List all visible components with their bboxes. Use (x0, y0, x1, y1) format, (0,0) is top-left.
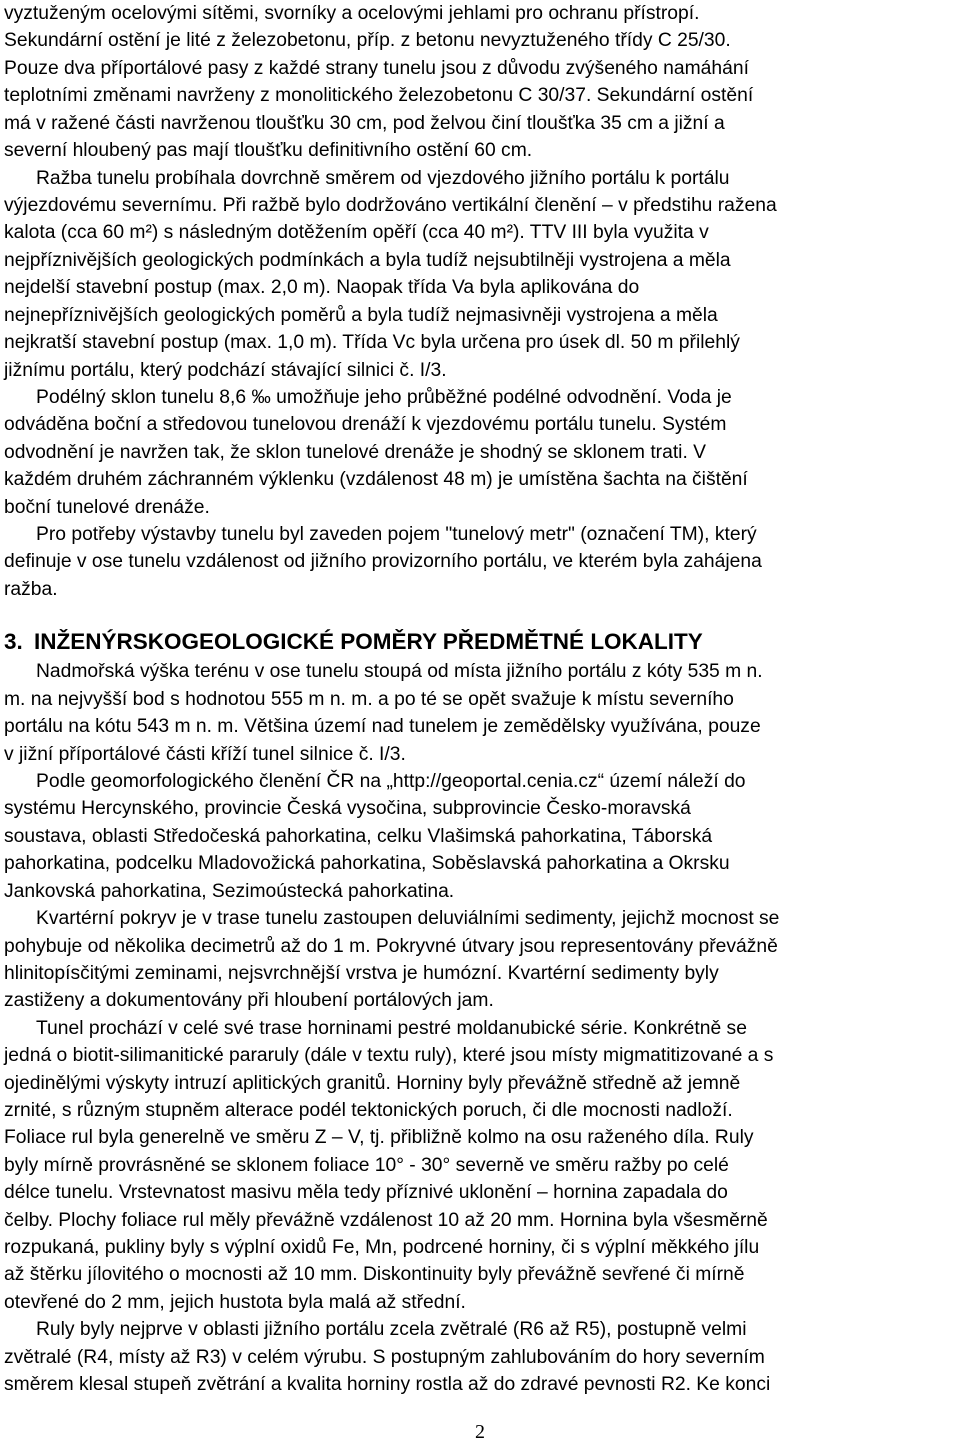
text-line: Ražba tunelu probíhala dovrchně směrem od vjezdového jižního portálu k portálu (36, 168, 730, 189)
text-line: Sekundární ostění je lité z železobetonu, příp. z betonu nevyztuženého třídy C 25/30. (4, 30, 731, 51)
text-line: otevřené do 2 mm, jejich hustota byla malá až střední. (4, 1292, 466, 1313)
text-line: ojedinělými výskyty intruzí aplitických granitů. Horniny byly převážně středně až jemně (4, 1073, 741, 1094)
text-line: ražba. (4, 579, 58, 600)
text-line: zvětralé (R4, místy až R3) v celém výrubu. S postupným zahlubováním do hory severním (4, 1347, 765, 1368)
text-line: hlinitopísčitými zeminami, nejsvrchnější vrstva je humózní. Kvartérní sedimenty byly (4, 963, 719, 984)
text-line: nejpříznivějších geologických podmínkách a byla tudíž nejsubtilněji vystrojena a měla (4, 250, 731, 271)
text-line: má v ražené části navrženou tloušťku 30 cm, pod želvou činí tloušťka 35 cm a jižní a (4, 113, 725, 134)
text-line: odvodnění je navržen tak, že sklon tunelové drenáže je shodný se sklonem trati. V (4, 442, 707, 463)
text-line: nejnepříznivějších geologických poměrů a byla tudíž nejmasivněji vystrojena a měla (4, 305, 718, 326)
text-line: až štěrku jílovitého o mocnosti až 10 mm. Diskontinuity byly převážně sevřené či mírně (4, 1264, 745, 1285)
text-line: rozpukaná, pukliny byly s výplní oxidů Fe, Mn, podrcené horniny, či s výplní měkkého jílu (4, 1237, 760, 1258)
text-line: byly mírně provrásněné se sklonem foliace 10° - 30° severně ve směru ražby po celé (4, 1155, 729, 1176)
text-line: Tunel prochází v celé své trase horninami pestré moldanubické série. Konkrétně se (36, 1018, 747, 1039)
text-line: každém druhém záchranném výklenku (vzdálenost 48 m) je umístěna šachta na čištění (4, 469, 748, 490)
text-line: Pouze dva příportálové pasy z každé strany tunelu jsou z důvodu zvýšeného namáhání (4, 58, 749, 79)
text-line: kalota (cca 60 m²) s následným dotěžením opěří (cca 40 m²). TTV III byla využita v (4, 222, 709, 243)
section-title: INŽENÝRSKOGEOLOGICKÉ POMĚRY PŘEDMĚTNÉ LOKALITY (34, 629, 703, 654)
text-line: Jankovská pahorkatina, Sezimoústecká pahorkatina. (4, 881, 455, 902)
text-line: systému Hercynského, provincie Česká vysočina, subprovincie Česko-moravská (4, 798, 691, 819)
text-line: čelby. Plochy foliace rul měly převážně vzdálenost 10 až 20 mm. Hornina byla všesměrně (4, 1210, 768, 1231)
text-line: soustava, oblasti Středočeská pahorkatina, celku Vlašimská pahorkatina, Táborská (4, 826, 713, 847)
text-line: Podélný sklon tunelu 8,6 ‰ umožňuje jeho průběžné podélné odvodnění. Voda je (36, 387, 732, 408)
text-line: Foliace rul byla generelně ve směru Z – V, tj. přibližně kolmo na osu raženého díla. Ruly (4, 1127, 754, 1148)
text-line: délce tunelu. Vrstevnatost masivu měla tedy příznivé uklonění – hornina zapadala do (4, 1182, 728, 1203)
text-line: vyztuženým ocelovými sítěmi, svorníky a ocelovými jehlami pro ochranu přístropí. (4, 3, 700, 24)
text-line: Ruly byly nejprve v oblasti jižního portálu zcela zvětralé (R6 až R5), postupně velmi (36, 1319, 747, 1340)
text-line: boční tunelové drenáže. (4, 497, 210, 518)
text-line: zrnité, s různým stupněm alterace podél tektonických poruch, či dle mocnosti nadloží. (4, 1100, 733, 1121)
text-line: m. na nejvyšší bod s hodnotou 555 m n. m. a po té se opět svažuje k místu severního (4, 689, 734, 710)
text-line: pohybuje od několika decimetrů až do 1 m. Pokryvné útvary jsou representovány převážně (4, 936, 778, 957)
text-line: teplotními změnami navrženy z monolitického železobetonu C 30/37. Sekundární ostění (4, 85, 754, 106)
page-number: 2 (475, 1421, 485, 1443)
text-line: nejkratší stavební postup (max. 1,0 m). Třída Vc byla určena pro úsek dl. 50 m přilehlý (4, 332, 740, 353)
text-line: definuje v ose tunelu vzdálenost od jižního provizorního portálu, ve kterém byla zahájena (4, 551, 762, 572)
text-line: směrem klesal stupeň zvětrání a kvalita horniny rostla až do zdravé pevnosti R2. Ke konci (4, 1374, 771, 1395)
text-line: Pro potřeby výstavby tunelu byl zaveden pojem "tunelový metr" (označení TM), který (36, 524, 757, 545)
text-line: jedná o biotit-silimanitické pararuly (dále v textu ruly), které jsou místy migmatitizované a s (4, 1045, 774, 1066)
text-line: v jižní příportálové části kříží tunel silnice č. I/3. (4, 744, 406, 765)
text-line: nejdelší stavební postup (max. 2,0 m). Naopak třída Va byla aplikována do (4, 277, 640, 298)
text-line: odváděna boční a středovou tunelovou drenáží k vjezdovému portálu tunelu. Systém (4, 414, 727, 435)
text-line: portálu na kótu 543 m n. m. Většina území nad tunelem je zemědělsky využívána, pouze (4, 716, 761, 737)
text-line: jižnímu portálu, který podchází stávající silnici č. I/3. (4, 360, 447, 381)
text-line: výjezdovému severnímu. Při ražbě bylo dodržováno vertikální členění – v předstihu ražena (4, 195, 777, 216)
text-line: severní hloubený pas mají tloušťku definitivního ostění 60 cm. (4, 140, 533, 161)
text-line: Kvartérní pokryv je v trase tunelu zastoupen deluviálními sedimenty, jejichž mocnost se (36, 908, 780, 929)
section-number: 3. (4, 629, 23, 654)
text-line: Nadmořská výška terénu v ose tunelu stoupá od místa jižního portálu z kóty 535 m n. (36, 661, 763, 682)
section-heading (4, 627, 703, 657)
text-line: Podle geomorfologického členění ČR na „http://geoportal.cenia.cz“ území náleží do (36, 771, 746, 792)
text-line: pahorkatina, podcelku Mladovožická pahorkatina, Soběslavská pahorkatina a Okrsku (4, 853, 730, 874)
text-line: zastiženy a dokumentovány při hloubení portálových jam. (4, 990, 494, 1011)
